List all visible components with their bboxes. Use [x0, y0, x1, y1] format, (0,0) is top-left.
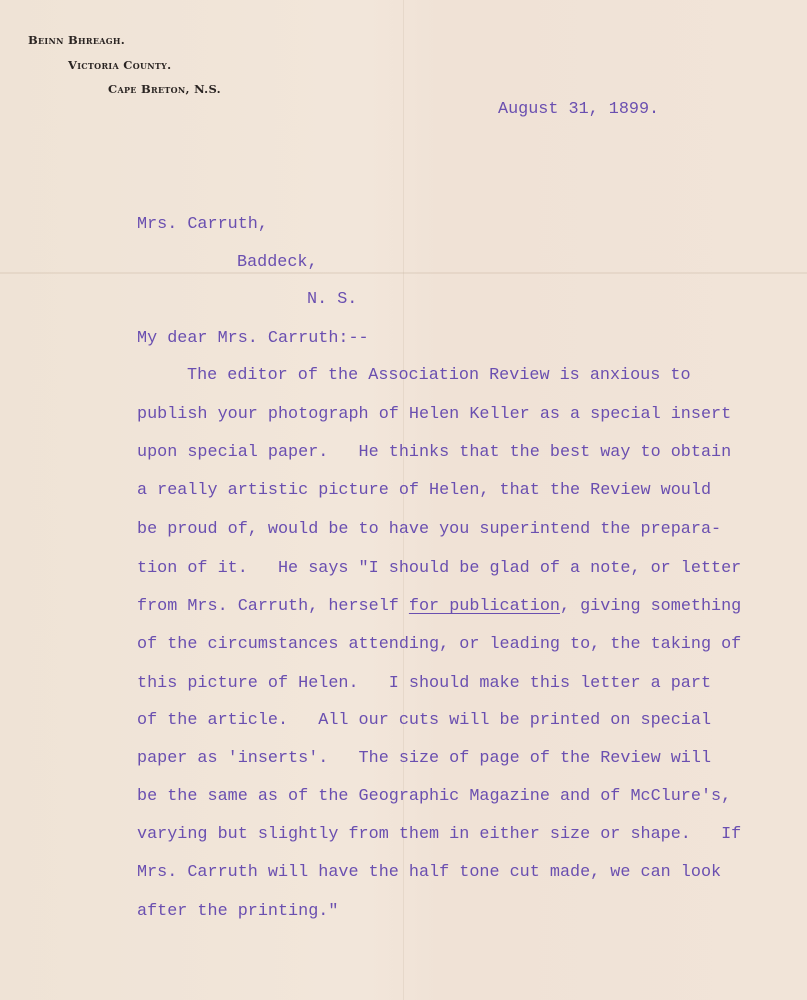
body-line	[137, 597, 741, 617]
address-town: Baddeck,	[237, 253, 318, 272]
body-line: tion of it. He says "I should be glad of a note, or letter	[137, 559, 742, 578]
address-name: Mrs. Carruth,	[137, 215, 268, 234]
body-line: after the printing."	[137, 902, 339, 921]
body-line: publish your photograph of Helen Keller as a special insert	[137, 405, 732, 424]
body-line: upon special paper. He thinks that the best way to obtain	[137, 443, 732, 462]
body-line: varying but slightly from them in either size or shape. If	[137, 825, 742, 844]
letter-date: August 31, 1899.	[498, 100, 660, 119]
body-line: The editor of the Association Review is anxious to	[187, 366, 691, 385]
salutation: My dear Mrs. Carruth:--	[137, 329, 369, 348]
underlined-text: for publication	[408, 597, 560, 616]
body-line: a really artistic picture of Helen, that the Review would	[137, 481, 712, 500]
body-line: this picture of Helen. I should make this letter a part	[137, 674, 712, 693]
letterhead-line-3: Cape Breton, N.S.	[108, 82, 221, 96]
body-text: from Mrs. Carruth, herself	[137, 597, 409, 616]
address-province: N. S.	[307, 290, 358, 309]
body-line: Mrs. Carruth will have the half tone cut made, we can look	[137, 863, 722, 882]
letterhead-line-1: Beinn Bhreagh.	[28, 33, 126, 47]
letterhead-line-2: Victoria County.	[68, 58, 172, 72]
body-line: be proud of, would be to have you superintend the prepara-	[137, 520, 722, 539]
body-line: of the circumstances attending, or leading to, the taking of	[137, 635, 742, 654]
body-line: paper as 'inserts'. The size of page of the Review will	[137, 749, 712, 768]
body-line: be the same as of the Geographic Magazine and of McClure's,	[137, 787, 732, 806]
body-line: of the article. All our cuts will be printed on special	[137, 711, 712, 730]
body-text: , giving something	[559, 597, 742, 616]
